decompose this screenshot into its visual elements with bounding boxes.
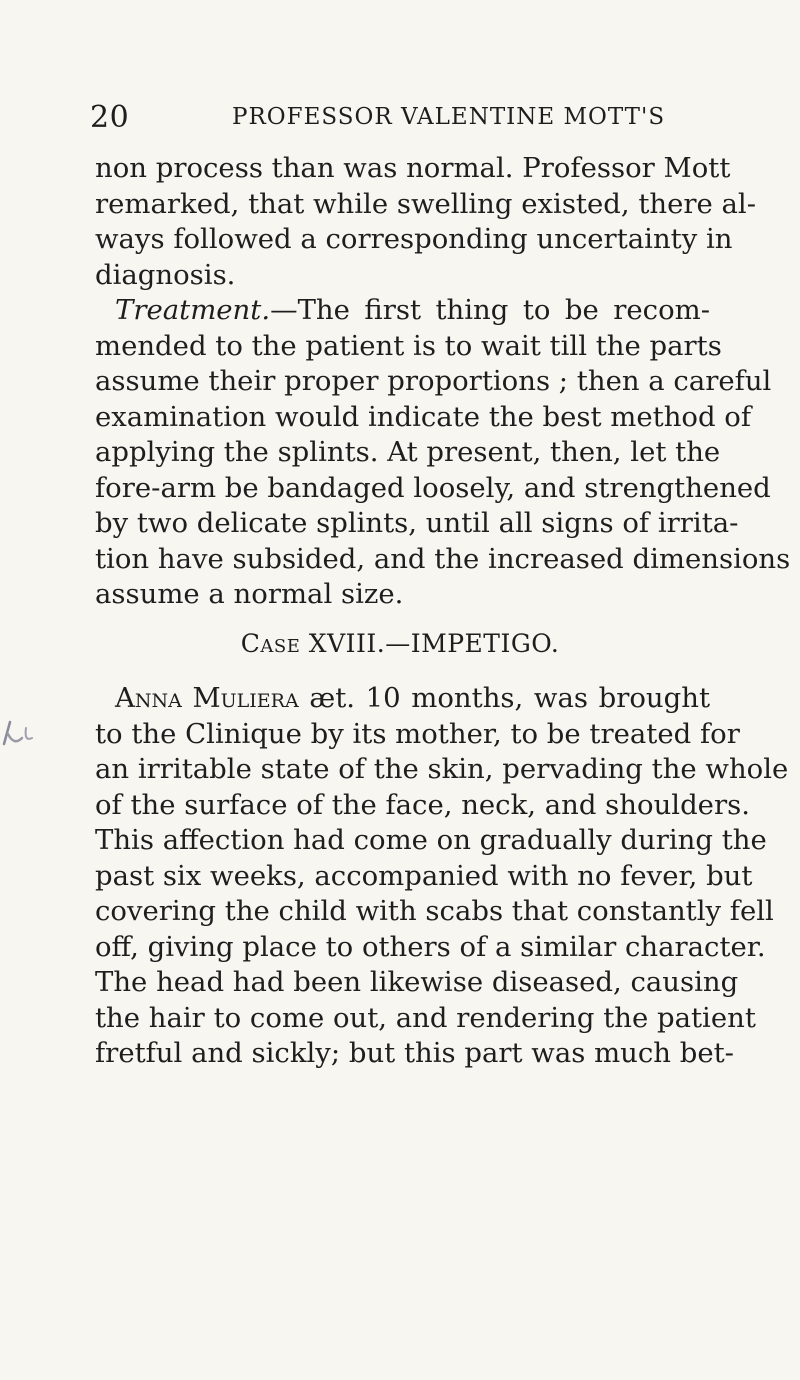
text-line: ways followed a corresponding uncertainty in [95, 223, 733, 255]
text-line: non process than was normal. Professor Mott [95, 152, 731, 184]
text-fragment: —The first thing to be recom- [270, 294, 710, 326]
case-label: Case [240, 629, 301, 658]
text-line: off, giving place to others of a similar character. [95, 930, 766, 963]
text-line: assume their proper proportions ; then a careful [95, 365, 772, 397]
text-line: by two delicate splints, until all signs of irrita- [95, 507, 739, 539]
page-number: 20 [90, 100, 130, 135]
text-line [95, 293, 710, 329]
margin-pencil-mark [0, 718, 70, 788]
patient-name: Anna Muliera [115, 682, 299, 714]
text-line: past six weeks, accompanied with no fever, but [95, 859, 753, 892]
text-line: assume a normal size. [95, 578, 404, 610]
text-line: mended to the patient is to wait till the parts [95, 329, 722, 362]
text-line: applying the splints. At present, then, let the [95, 436, 721, 468]
text-line: of the surface of the face, neck, and shoulders. [95, 788, 750, 821]
running-head [90, 100, 730, 140]
text-line [95, 681, 710, 717]
text-line: tion have subsided, and the increased dimensions [95, 542, 791, 575]
body-text-upper [95, 151, 791, 613]
text-line: the hair to come out, and rendering the patient [95, 1001, 756, 1034]
text-line: an irritable state of the skin, pervading the whole [95, 753, 789, 785]
body-text-lower [95, 681, 789, 1072]
text-line: diagnosis. [95, 258, 236, 291]
treatment-heading: Treatment. [115, 294, 271, 326]
text-line: covering the child with scabs that constantly fell [95, 895, 774, 927]
text-line: fretful and sickly; but this part was much bet- [95, 1037, 734, 1069]
text-line: This affection had come on gradually during the [95, 824, 767, 856]
case-title: XVIII.—IMPETIGO. [308, 629, 560, 658]
text-line: fore-arm be bandaged loosely, and strengthened [95, 471, 771, 504]
text-fragment: æt. 10 months, was brought [298, 682, 711, 714]
text-line: examination would indicate the best method of [95, 400, 752, 433]
running-head-title: PROFESSOR VALENTINE MOTT'S [232, 104, 666, 130]
text-line: to the Clinique by its mother, to be treated for [95, 717, 740, 750]
text-line: remarked, that while swelling existed, there al- [95, 187, 757, 220]
case-heading [0, 629, 800, 658]
text-line: The head had been likewise diseased, causing [95, 966, 739, 998]
